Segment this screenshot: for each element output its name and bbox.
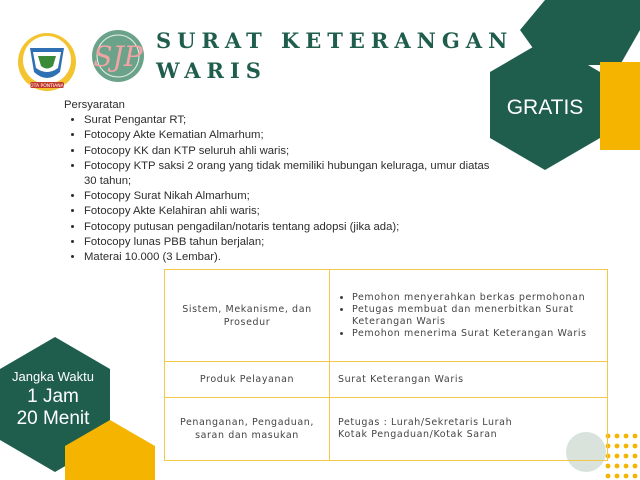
requirement-item: • Materai 10.000 (3 Lembar). [84,250,494,265]
duration-minutes: 20 Menit [16,408,90,429]
table-row [165,398,608,461]
requirement-item: • Fotocopy putusan pengadilan/notaris tentang adopsi (jika ada); [84,220,494,235]
row-value: Surat Keterangan Waris [330,362,608,398]
sjp-logo [92,30,144,82]
requirement-item: • Fotocopy lunas PBB tahun berjalan; [84,235,494,250]
handler-line: Petugas : Lurah/Sekretaris Lurah [338,417,513,428]
procedure-list [338,292,599,340]
requirement-item: • Fotocopy Surat Nikah Almarhum; [84,189,494,204]
requirement-item: • Fotocopy Akte Kelahiran ahli waris; [84,204,494,219]
procedure-item: • Pemohon menerima Surat Keterangan Waris [352,328,599,340]
procedure-item: • Petugas membuat dan menerbitkan Surat Keterangan Waris [352,304,599,328]
row-value [330,398,608,461]
service-table [164,269,608,461]
duration-badge [0,368,106,430]
requirement-item: • Fotocopy KTP saksi 2 orang yang tidak memiliki hubungan keluraga, umur diatas 30 tahun; [84,159,494,189]
svg-text:SJP: SJP [93,40,143,73]
table-row [165,270,608,362]
complaint-line: Kotak Pengaduan/Kotak Saran [338,429,498,440]
page-title [156,26,513,86]
dot-pattern [606,434,638,479]
hexagon-right-gold [600,62,640,150]
emblem-text: KOTA PONTIANAK [27,83,67,89]
procedure-item: • Pemohon menyerahkan berkas permohonan [352,292,599,304]
gratis-badge: GRATIS [506,96,584,119]
requirement-item: • Surat Pengantar RT; [84,113,494,128]
title-line-2: WARIS [156,58,267,83]
table-row [165,362,608,398]
title-line-1: SURAT KETERANGAN [156,28,514,53]
row-value [330,270,608,362]
duration-label: Jangka Waktu [12,369,94,384]
row-label: Produk Pelayanan [165,362,330,398]
row-label: Sistem, Mekanisme, dan Prosedur [165,270,330,362]
requirements-heading: Persyaratan [64,99,125,111]
row-label: Penanganan, Pengaduan, saran dan masukan [165,398,330,461]
requirement-item: • Fotocopy KK dan KTP seluruh ahli waris; [84,144,494,159]
requirement-item: • Fotocopy Akte Kematian Almarhum; [84,128,494,143]
regency-emblem-logo [18,33,76,91]
duration-hours: 1 Jam [27,386,79,407]
requirements-list [64,113,494,265]
requirements-section [64,98,494,265]
